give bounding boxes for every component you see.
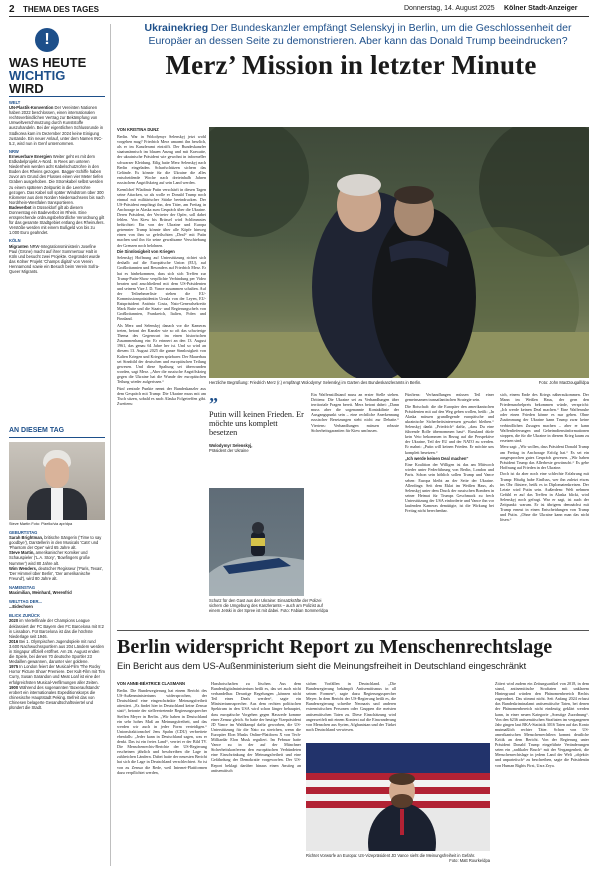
jetski-scene (209, 488, 304, 596)
main-photo-caption (209, 380, 589, 385)
paragraph: sichen Vorfällen in Deutschland. „Die Bundesregierung bekämpft Antisemitismus in all seinen Formen“, sagte dazu Regierungssprecher Meyer. In dem Bericht der US-Regierung heißt es, die Bundesregierung schreibe Neonazis und anderen extremistischen Personen oder Gruppen die meisten antisemitischen Taten zu. Diese Einschätzung wird angezweifelt mit einem Kontext auf die Einwanderung von Menschen aus Syrien, Afghanistan und der Türkei nach Deutschland verwiesen. (306, 681, 396, 732)
portrait-shirt (51, 488, 63, 520)
welttag-heading: WELTTAG DER... (9, 599, 42, 605)
sidebar-title-line: WAS HEUTE (9, 55, 87, 70)
paragraph: Fünftens: Verhandlungen müssen Teil einer gemeinsamen transatlantischen Strategie sein. (405, 392, 494, 403)
year: 2020 (9, 618, 19, 624)
vance-tie (400, 809, 404, 835)
birthday-heading: AN DIESEM TAG (9, 427, 65, 434)
merz-hair (337, 174, 381, 196)
sidebar-title-line: WICHTIG (9, 68, 66, 83)
rueckblick-item (9, 639, 105, 664)
second-article-col4 (495, 681, 589, 769)
paragraph: Berlin. War in Wolodymyr Selenskyj jetzt wohl vorgehen mag? Friedrich Merz umarmt ihn herzlich, als er im Kanzleramt eintrifft. Der Bundeskanzler staatsmännisch im blauen Anzug und mit Krawatte, der ukrainische Präsident wie gewohnt in informeller schwarzer Kleidung. Eilig hatte Merz Selenskyj nach Berlin eingeladen. Scharfschützen sichern das Gelände. Es könnte für die Ukraine die alles entscheidende Woche nach dreieinhalb Jahren russischem Angriffskrieg auf sein Land werden. (117, 134, 206, 185)
vance-photo (306, 743, 490, 851)
second-article-col3 (306, 681, 396, 733)
main-article-col4 (405, 392, 494, 515)
rueckblick-item (9, 664, 105, 684)
paragraph: Eine Koalition der Willigen ist das am Mittwoch wieder unter Federführung von Berlin, London und Paris. Schon sein höhlich sollen Trump und Vance sehen: Europa bleibt an der Seite der Ukraine. Allerdings: Seit dem Eklat im Weißen Haus, als Selenskyj unter dem Druck der russischen Bomben in seiner Heimat für Trumps Geschmack zu frech Unterstützung der USA einforderte und Vance ihn vor laufenden Kameras demütigte, ist die Wirkung bei Freitag nicht berechenbar. (405, 462, 494, 514)
paragraph: Zitiert wird zudem ein Zeitungsartikel von 2018, in dem stand, antisemitische Straftaten mit unklarem Hintergrund würden den Phänomenbereich Rechts zugeordnet. Das stimmt nicht. Seit Anfang 2024 erfasst das Bundeskriminalamt antisemitische Taten, bei denen der Phänomenbereich nicht eindeutig geklärt werden kann, in einer neuen Kategorie „Sonstige Zuordnung“. Von den 6236 antisemitischen Straftaten im vergangenen Jahr gingen laut BKA-Statistik 3016 Taten auf das Konto mutmaßlich rechter Täter. Schon von US-amerikanischen Menschenrechtlern kommt deutliche Kritik an dem Bericht. Von der Regierung unter Präsident Donald Trump eingeführte Veränderungen seien ein „radikaler Bruch“ mit der Vergangenheit, die Menschenrechtslage in jedem Land der Welt „objektiv und unparteiisch“ zu beschreiben, sagte die Präsidentin von Human Rights First, Uzra Zeya. (495, 681, 589, 768)
geburtstag-item (9, 566, 105, 581)
caption-text: Schutz für den Gast aus der Ukraine: Einsatzkräfte der Polizei sichern die Umgebung des Kanzleramts – auch am Polizist auf einem Jetski in der Spree ist mit dabei. (209, 598, 323, 614)
year-text: Bei 1. Olympischen Jugendspiele mit rund 3.600 Nachwuchssportlern aus 204 Ländern werden in Singapur offiziell eröffnet. Am 26. August enden die Spiele, bei denen 70 deutsche Sportler 23 Medaillen gewannen, darunter vier goldene. (9, 638, 104, 665)
sidebar-block (9, 149, 105, 205)
subheading: „Ich werde keinen Deal machen“ (405, 456, 469, 462)
second-article-col1 (117, 681, 207, 776)
vance-caption (306, 853, 490, 863)
quote-text: Putin will keinen Frieden. Er möchte uns komplett besetzen (209, 410, 304, 438)
paragraph: sich, einem Ende des Kriegs näherzukommen. Der Mann im Weißen Haus, der gern den Friedensnobelpreis bekommen würde, verspricht: „Ich werde keinen Deal machen.“ Eine Waffenruhe oder einen Frieden könne es nur geben. Ohne Zustimmung der Ukraine kann Trump zwar keine verbindlichen Zusagen machen – aber er kann Waffenlieferungen und Geheimdienstinformationen stoppen, die für die Ukraine in diesem Krieg kaum zu ersetzen sind. (500, 392, 589, 443)
sidebar-divider (110, 24, 111, 866)
block-text: NRW-Integrationsministerin Josefine Paul (Grüne) macht auf ihrer Sommertour Halt in Köln und besucht zwei Projekte. Gegründet wurde das Kölner Projekt 'Champs digital' von Verein Hennamond sowie ein Besuch beim Verein Sofra-Queer Migrants. (9, 243, 101, 274)
welttag-text: ...Eidechsen (9, 604, 33, 610)
sidebar-rule (9, 96, 105, 97)
caption-text: Richtet Vorwürfe an Europa: US-Vizepräsident JD Vance sieht die Meinungsfreiheit in Gefahr. (306, 853, 476, 858)
person-name: Sarah Brightman, (9, 535, 44, 541)
geburtstag-item (9, 535, 105, 550)
steve-martin-photo (9, 442, 105, 520)
paragraph: Doch ist da aber noch eine schlechte Erfahrung mit Trump: Häufig habe Einfluss, wer ihn zuletzt etwas ins Ohr flüstere, heißt es in Diplomatenkreisen. Der Letzte wird Putin sein. Außerdem: Welt nehmen Gefühl er auf das Treffen in Alaska blickt, wird Selenskyj noch gefragt. War er sagt, ist auch der Zeitpunkt: warum. Er ist übrigens demnächst mit Trump erneut in einen Entscheidungen von Trump und Putin. „Ohne die Ukraine kann man das nicht lösen.“ (500, 471, 589, 523)
page-header (9, 3, 589, 17)
sidebar-title-line: WIRD (9, 81, 44, 96)
pull-quote (209, 394, 304, 453)
paragraph: Hassbotschaften zu löschen. Aus dem Bundesdigitalministerium heißt es, das sei auch nicht verhandelbar. Derartige Regelungen „können nicht Teil eines Deals werden“, sagte ein Ministeriumssprecher. Aus dem rechten politischen Spektrum in den USA wird schon länger behauptet, dass europäische Vorgehen gegen Hassrede komme einer Zensur gleich. So hatte der heutige Vizepräsident JD Vance im Wahlkampf dafür geworben, die US-Unterstützung für die Nato zu streichen, wenn die Europäer Elon Musks Online-Plattform X von Tech-Milliardär Elon Musk reguliert. Im Februar hatte Vance zu in der auf der Münchner Sicherheitskonferenz den europäischen Verbündeten eine Einschränkung der Meinungsfreiheit und eine Gefährdung der Demokratie vorgeworfen. Der US-Report beklagt darüber hinaus einen Anstieg an antisemitisch (211, 681, 301, 773)
main-article-col1 (117, 127, 206, 407)
main-article-col5 (500, 392, 589, 524)
birthday-list (9, 530, 105, 710)
block-text: Weiter geht es mit dem Erdkabelprojekt A-Nord. In Rees am unteren Niederrhein werden acht Kabelschutzrohre in den Boden des Rheins gezogen. Bagger-Schiffe haben zuvor am Grund des Flusses einen vier Meter tiefen Graben ausgehoben. Die Stromkabel selbst werden zu einem späteren Zeitpunkt in die Leerrohre gezogen. Das Kabel soll später Windstrom über 300 Kilometer aus dem Norden Niedersachsens bis nach Nordrhein-Westfalen transportieren. (9, 153, 105, 205)
article-kicker: Ukrainekrieg (144, 22, 209, 34)
year-text: In London feiert der Musical-Film 'The Rocky Horror Picture Show' Premiere. Der Kult-Film mit Tim Curry, Susan Sarandon und Meat Loaf ist eine der erfolgreichsten Musical-Verfilmungen aller Zeiten. (9, 664, 105, 685)
person-text: deutscher Regisseur ('Paris, Texas', 'Der Himmel über Berlin', 'Der amerikanische Freund'), wird 80 Jahre alt. (9, 565, 104, 581)
block-heading: NRW (9, 148, 19, 154)
article-divider (117, 630, 589, 631)
quote-role: Präsident der Ukraine (209, 447, 249, 453)
paragraph: Als Merz und Selenskyj danach vor die Kameras treten, betont der Kanzler wie so oft das schwierige Thema des Gegenwart im einen historischen Zusammenhang ein: Er erinnert an den 13. August 1961, das genau 64 Jahre her ist. Und so wird an diesem 13. August 2025 die ganze Sinnlosigkeit von Kalten Kriegen und Kriegen spürbarer. Der Mauerbau sei Sinnbild der deutschen und europäischen Teilung gewesen. Und diese Spaltung sei überwunden worden, sagt Merz. „Aber die russische Angriffskrieg gegen die Ukraine hat die Wunde der europäischen Teilung wieder aufgerissen.“ (117, 322, 206, 384)
jetski-caption (209, 598, 329, 613)
rider-head (252, 522, 264, 534)
rueckblick-item (9, 685, 105, 710)
block-lead: Erneuerbare Energien (9, 153, 52, 159)
person-name: Wim Wenders, (9, 565, 38, 571)
geburtstag-item (9, 550, 105, 565)
sidebar (9, 24, 105, 869)
vance-scene (306, 743, 490, 851)
sidebar-block (9, 100, 105, 146)
paragraph: Ein Waffenstillstand muss an erster Stelle stehen. Drittens: Die Ukraine sei zu Verhandlungen über territoriale Fragen bereit. Merz betont dabei: „Dann muss aber die sogenannte Kontaktlinie der Ausgangspunkt sein – eine rechtliche Anerkennung russischer Besetzungen steht nicht zur Debatte.“ Viertens: Verhandlungen müssen robuste Sicherheitsgarantien für Kiew umfassen. (311, 392, 399, 433)
sidebar-block (9, 238, 105, 274)
quote-author: Wolodymyr Selenskyj, (209, 442, 253, 448)
vance-beard (391, 794, 413, 808)
namenstag-text: Maximilian, Meinhard, Werenfrid (9, 590, 72, 596)
year: 2016 (9, 638, 19, 644)
person-text: britische Sängerin ('Time to say goodbye'), Darstellerin in den Musicals 'Cats' und 'Phantom der Oper' wird 65 Jahre alt. (9, 535, 102, 551)
caption-text: Herzliche Begrüßung: Friedrich Merz (r.) empfängt Wolodymyr Selenskyj im Garten des Bundeskanzleramts in Berlin. (209, 380, 422, 385)
main-article-deck (138, 22, 578, 48)
quote-mark-icon: ” (209, 394, 218, 414)
paragraph: Selenskyj Hoffnung auf Unterstützung richtet sich deshalb auf die Europäische Union (EU), auf Großbritannien und Besonders auf Friedrich Merz. Er hat es hinbekommen, dass sich sich Treffen zur Trump-Putin-Show verpflichte Verbindung per Video beraten und anschließend mit dem US-Präsidenten und seinem Vize J. D. Vance zusammen schalten. Auf der Teilnehmerliste stehen die EU-Kommissionspräsidentin Ursula von der Leyen, EU-Ratspräsident António Costa, Nato-Generalsekretär Mark Rutte und die Staats- und Regierungschefs von Großbritannien, Frankreich, Italien, Polen und Finnland. (117, 255, 206, 322)
rueckblick-item (9, 618, 105, 638)
article-deck: Der Bundeskanzler empfängt Selenskyj in Berlin, um die Geschlossenheit der Europäer an dessen Seite zu demonstrieren. Aber kann das Donald Trump beeindrucken? (148, 22, 572, 47)
person-name: Steve Martin, (9, 550, 35, 556)
year-text: im Viertelfinale der Champions League deklassiert der FC Bayern den FC Barcelona mit 8:2 in Lissabon. Für Barcelona ist das die höchste Niederlage seit 1946. (9, 618, 104, 639)
block-lead: Badeverbot (9, 204, 32, 210)
selenskyj-hair (394, 186, 434, 204)
second-article-col2 (211, 681, 301, 774)
sidebar-news-list (9, 100, 105, 274)
namenstag-heading: NAMENSTAG (9, 584, 36, 590)
photo-credit: Foto: Fabian Sommer/dpa (280, 608, 329, 614)
photo-credit: Foto: Matt Rourke/dpa (449, 858, 490, 864)
main-article-col3 (311, 392, 399, 434)
paragraph: Fünf zentrale Punkte nennt der Bundeskanzler aus dem Gespräch mit Trump: Die Ukraine muss mit am Tisch sitzen, sobald es nach Alaska Folgetreffen gibt. Zweitens: (117, 385, 206, 406)
portrait-face (45, 458, 69, 488)
birthday-caption: Steve Martin Foto: Pizello/via apr/dpa (9, 522, 73, 526)
tree-shape (209, 127, 309, 237)
paragraph: Die Botschaft: die die Europäer den amerikanischen Präsidenten mit auf den Weg geben wollen, heißt: „In Alaska müssen grundlegende europäische und ukrainische Sicherheitsinteressen gewahrt bleiben.“ Selenskyj dankt „Friedrich“ dafür, „dass Du eine führende Rolle übernommen hast“. Russland dürfe kein Veto bekommen in Bezug auf die Perspektive der Ukraine, Teil der EU und der NATO zu werden. Er mahnt: „Putin will keinen Frieden. Er möchte uns komplett besetzen.“ (405, 403, 494, 455)
paragraph: Berlin. Die Bundesregierung hat einem Bericht des US-Außenministeriums widersprochen, der Deutschland eine eingeschränkte Meinungsfreiheit attestiert. „Es findet hier in Deutschland keine Zensur statt“, betonte der stellvertretende Regierungssprecher Steffen Meyer in Berlin. „Wir haben in Deutschland ein sehr hohes Maß an Meinungsfreiheit, und das werden wir auch in jeder Form verteidigen.“ Unionsfraktionschef Jens Spahn (CDU) verbreitete ebenfalls: „Jeder kann in Deutschland sagen, was er denkt. Das ist ein freies Land“, verriet er der Bild TV. Die Menschenrechts-Berichte der US-Regierung erscheinen jährlich und beschreiben die Lage in zahlreichen Ländern. Dabei hatte der neuesten Bericht hat sich die Lage in Deutschland verschlechtert. So ist von zu Zensur die Rede, weil Internet-Plattformen dazu verpflichtet werden, (117, 688, 207, 775)
article-author: VON ANNE-BÉATRICE CLASMANN (117, 681, 185, 686)
jetski-police-photo (209, 488, 304, 596)
alert-badge-icon: ! (35, 28, 59, 52)
main-headline: Merz’ Mission in letzter Minute (165, 50, 537, 80)
section-label: THEMA DES TAGES (23, 5, 100, 14)
header-rule (9, 16, 589, 17)
paragraph: Merz sagt: „Wir wollen, dass Präsident Donald Trump am Freitag in Anchorage Erfolg hat.“ Es sei ein ausgesprochen gutes Gespräch gewesen. „Wir haben Präsident Trump das Allerbeste gewünscht.“ Es gebe Hoffnung auf Frieden in der Ukraine. (500, 444, 589, 470)
photo-scene (209, 127, 589, 378)
block-lead: UN-Plastik-Konvention (9, 105, 54, 111)
vance-hair (389, 773, 415, 785)
sidebar-title (9, 56, 105, 95)
subheading: Die Sinnlosigkeit von Kriegen (117, 249, 175, 255)
block-heading: KÖLN (9, 238, 21, 244)
block-heading: WELT (9, 100, 21, 105)
article-author: VON KRISTINA DUNZ (117, 127, 159, 132)
second-headline: Berlin widerspricht Report zu Menschenrechtslage (117, 636, 553, 658)
merz-selenskyj-photo (209, 127, 589, 378)
block-lead: Migranten (9, 243, 29, 249)
paper-name: Kölner Stadt-Anzeiger (504, 5, 578, 12)
person-text: amerikanischer Komiker und Schauspieler ('L.A. Story', 'Bowfingers große Nummer') wird 80 Jahre alt. (9, 550, 90, 566)
paragraph: Kremlchef Wladimir Putin verschärft in diesen Tagen seine Attacken, so als wolle er Donald Trump noch einmal mit militärischer Stärke beeindrucken. Der US-Präsident empfängt ihn, den Täter, am Freitag in Anchorage in Alaska zum Gespräch über die Ukraine. Deren Präsident, der Vertreter der Opfer, soll dabei fehlen. Von Kiew bis Brüssel wird Schlimmstes befürchtet: Ein von der Ukraine und Europa getrennter Trump könnte über alle Köpfe hinweg einen von ihm so gefeilschten „Deal“ mit Putin machen und ihn für seine gewaltsame Verschiebung der Grenzen noch belohnen. (117, 186, 206, 248)
flag-blue (306, 743, 490, 773)
block-text: in Düsseldorf gilt ab diesem Donnerstag ein Badeverbot im Rhein. Eine entsprechende ordnungsbehördliche Verordnung gilt für das gesamte Stadtgebiet entlang des Rheinufers. Verstöße werden mit einem Bußgeld von bis zu 1.000 Euro geahndet. (9, 204, 105, 236)
geburtstag-heading: GEBURTSTAG (9, 530, 38, 535)
rueckblick-heading: BLICK ZURÜCK (9, 613, 40, 619)
year-text: Während des sogenannten 'Boxeraufstands' erobert ein internationales Expeditionskorps die chinesische Hauptstadt Peking. Befreit das von Chinesen belagerte Gesandtschaftsviertel und plündert die Stadt. (9, 684, 100, 710)
year: 1900 (9, 684, 19, 690)
second-deck: Ein Bericht aus dem US-Außenministerium sieht die Meinungsfreiheit in Deutschland eingeschränkt (117, 661, 527, 671)
sidebar-block (9, 205, 105, 236)
year: 1975 (9, 664, 19, 670)
issue-date: Donnerstag, 14. August 2025 (404, 5, 495, 12)
photo-credit: Foto: John MacDougall/dpa (538, 380, 589, 385)
block-text: Der Vereinten Nationen haben 2022 beschlossen, einen internationalen rechtsverbindlichen Vertrag zur Bekämpfung von Umweltverschmutzung durch Kunststoffe auszuhandeln. Bei der eigentlichen Schlussrunde in Südkorea kam im Dezember 2024 keine Einigung zustande. Ein neuer Anlauf, unter dem Namen INC-5.2, wird nun in Genf unternommen. (9, 105, 103, 146)
birthday-rule (9, 437, 105, 438)
rider-vest (251, 538, 265, 546)
page-number: 2 (9, 4, 15, 15)
